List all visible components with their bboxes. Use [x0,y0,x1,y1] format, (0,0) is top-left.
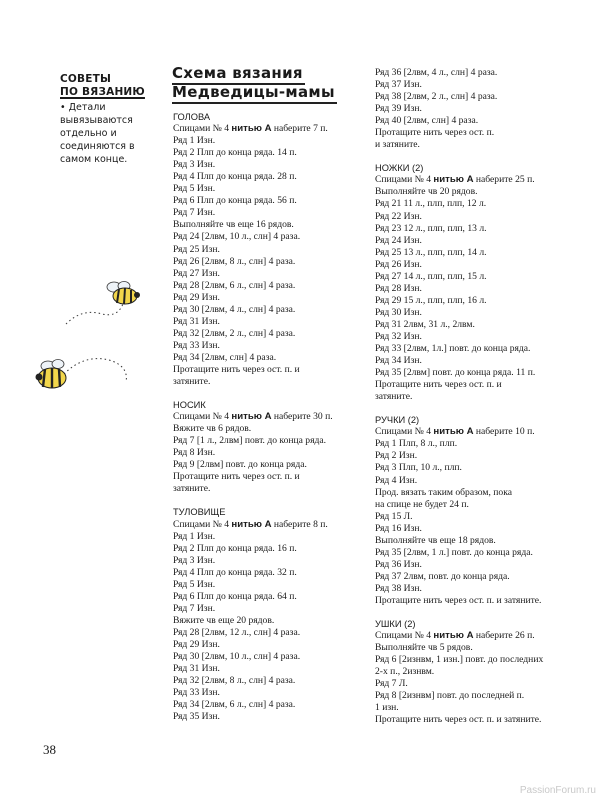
pattern-row: Ряд 1 Изн. [173,135,216,147]
pattern-row: Ряд 34 Изн. [375,355,422,367]
pattern-row: Ряд 2 Плп до конца ряда. 16 п. [173,542,297,554]
pattern-row: Ряд 1 Плп, 8 л., плп. [375,438,458,450]
pattern-row: Ряд 32 [2лвм, 8 л., слн] 4 раза. [173,675,296,687]
pattern-row: Ряд 24 [2лвм, 10 л., слн] 4 раза. [173,231,301,243]
section-body-continued [375,67,543,151]
row-list [173,135,333,388]
pattern-row: и затяните. [375,139,420,151]
pattern-row: Ряд 16 Изн. [375,522,422,534]
pattern-row: Ряд 26 Изн. [375,258,422,270]
pattern-row: Ряд 1 Изн. [173,530,216,542]
pattern-row: Ряд 37 2лвм, повт. до конца ряда. [375,570,510,582]
pattern-row: Ряд 2 Плп до конца ряда. 14 п. [173,147,297,159]
pattern-row: Ряд 7 [1 л., 2лвм] повт. до конца ряда. [173,435,327,447]
pattern-row: Ряд 7 Изн. [173,207,216,219]
pattern-row: Ряд 8 [2изнвм] повт. до последней п. [375,690,525,702]
pattern-row: Ряд 25 Изн. [173,243,220,255]
section-body [173,506,333,723]
pattern-row: Протащите нить через ост. п. и затяните. [375,714,542,726]
pattern-row: Ряд 4 Изн. [375,474,418,486]
pattern-row: Ряд 2 Изн. [375,450,418,462]
tips-heading-line2: ПО ВЯЗАНИЮ [60,86,145,98]
pattern-row: Ряд 34 [2лвм, слн] 4 раза. [173,351,277,363]
pattern-row: Ряд 25 13 л., плп, плп, 14 л. [375,246,487,258]
pattern-row: Ряд 33 [2лвм, 1л.] повт. до конца ряда. [375,343,531,355]
pattern-column-left [173,111,333,723]
pattern-row: Выполняйте чв 5 рядов. [375,642,473,654]
pattern-row: Ряд 30 Изн. [375,306,422,318]
pattern-row: Ряд 7 Л. [375,678,408,690]
pattern-row: Ряд 34 [2лвм, 6 л., слн] 4 раза. [173,699,296,711]
section-header: УШКИ (2) [375,619,416,630]
pattern-row: Ряд 8 Изн. [173,447,216,459]
bee-small-icon [62,278,152,328]
pattern-row: Ряд 3 Плп, 10 л., плп. [375,462,462,474]
pattern-row: Ряд 27 Изн. [173,267,220,279]
section-arms [375,414,543,607]
page-title [172,64,337,102]
pattern-row: Ряд 32 Изн. [375,330,422,342]
pattern-row: Ряд 3 Изн. [173,554,216,566]
pattern-row: Ряд 28 [2лвм, 12 л., слн] 4 раза. [173,626,301,638]
pattern-row: Ряд 30 [2лвм, 10 л., слн] 4 раза. [173,651,301,663]
pattern-row: Вяжите чв еще 20 рядов. [173,614,275,626]
pattern-row: Ряд 6 [2изнвм, 1 изн.] повт. до последних [375,654,544,666]
pattern-row: Ряд 23 12 л., плп, плп, 13 л. [375,222,487,234]
pattern-row: Ряд 4 Плп до конца ряда. 32 п. [173,566,297,578]
pattern-row: Ряд 35 Изн. [173,711,220,723]
cast-on-line: Спицами № 4 нитью А наберите 30 п. [173,411,333,423]
pattern-row: Выполняйте чв 20 рядов. [375,186,478,198]
title-line1: Схема вязания [172,64,303,82]
watermark: PassionForum.ru [519,785,596,796]
section-legs [375,162,543,403]
pattern-row: Ряд 31 Изн. [173,663,220,675]
pattern-row: Ряд 26 [2лвм, 8 л., слн] 4 раза. [173,255,296,267]
row-list [375,438,543,607]
pattern-row: Ряд 39 Изн. [375,103,422,115]
pattern-row: Ряд 33 Изн. [173,687,220,699]
section-header: ГОЛОВА [173,112,211,122]
tips-sidebar [60,73,152,166]
row-list [173,531,333,724]
section-nose [173,399,333,495]
pattern-row: Выполняйте чв еще 18 рядов. [375,534,496,546]
pattern-row: Ряд 21 11 л., плп, плп, 12 л. [375,198,487,210]
pattern-row: Ряд 5 Изн. [173,578,216,590]
pattern-row: Ряд 4 Плп до конца ряда. 28 п. [173,171,297,183]
pattern-row: Ряд 5 Изн. [173,183,216,195]
section-head [173,111,333,388]
cast-on-line: Спицами № 4 нитью А наберите 25 п. [375,174,535,186]
pattern-row: Ряд 31 2лвм, 31 л., 2лвм. [375,318,475,330]
row-list [375,642,543,726]
section-header: РУЧКИ (2) [375,415,420,426]
pattern-row: Ряд 40 [2лвм, слн] 4 раза. [375,115,479,127]
pattern-row: Протащите нить через ост. п. и [173,471,300,483]
pattern-row: Ряд 29 Изн. [173,291,220,303]
pattern-column-right [375,67,543,726]
pattern-row: Ряд 22 Изн. [375,210,422,222]
pattern-row: Ряд 33 Изн. [173,339,220,351]
pattern-row: Ряд 27 14 л., плп, плп, 15 л. [375,270,487,282]
pattern-row: 2-х п., 2изнвм. [375,666,435,678]
pattern-row: Ряд 9 [2лвм] повт. до конца ряда. [173,459,307,471]
pattern-row: затяните. [375,391,413,403]
pattern-row: Ряд 29 15 л., плп, плп, 16 л. [375,294,487,306]
tips-heading [60,73,152,99]
title-line2: Медведицы-мамы [172,83,335,101]
tips-text: • Детали вывязываются отдельно и соединяются в самом конце. [60,102,135,165]
pattern-row: затяните. [173,483,211,495]
section-header: ТУЛОВИЩЕ [173,507,226,518]
pattern-row: Ряд 36 Изн. [375,558,422,570]
row-list [173,423,333,495]
pattern-row: Ряд 38 Изн. [375,582,422,594]
page-number: 38 [43,742,56,757]
pattern-row: Вяжите чв 6 рядов. [173,423,252,435]
pattern-row: Ряд 38 [2лвм, 2 л., слн] 4 раза. [375,91,498,103]
cast-on-line: Спицами № 4 нитью А наберите 7 п. [173,123,328,135]
pattern-row: на спице не будет 24 п. [375,498,469,510]
cast-on-line: Спицами № 4 нитью А наберите 26 п. [375,630,535,642]
pattern-row: Ряд 37 Изн. [375,79,422,91]
bee-large-icon [34,352,144,397]
row-list [375,186,543,403]
pattern-row: Протащите нить через ост. п. [375,127,495,139]
pattern-row: Ряд 6 Плп до конца ряда. 56 п. [173,195,297,207]
pattern-row: Ряд 31 Изн. [173,315,220,327]
pattern-row: Протащите нить через ост. п. и [173,363,300,375]
pattern-row: Ряд 15 Л. [375,510,413,522]
pattern-row: Ряд 28 Изн. [375,282,422,294]
pattern-row: Выполняйте чв еще 16 рядов. [173,219,294,231]
tips-heading-line1: СОВЕТЫ [60,73,112,85]
pattern-row: затяните. [173,376,211,388]
pattern-row: Ряд 28 [2лвм, 6 л., слн] 4 раза. [173,279,296,291]
pattern-row: Ряд 36 [2лвм, 4 л., слн] 4 раза. [375,67,498,78]
section-ears [375,618,543,726]
cast-on-line: Спицами № 4 нитью А наберите 8 п. [173,518,328,530]
section-header: НОЖКИ (2) [375,163,424,174]
pattern-row: Ряд 30 [2лвм, 4 л., слн] 4 раза. [173,303,296,315]
row-list [375,67,543,151]
section-header: НОСИК [173,400,206,411]
pattern-row: Протащите нить через ост. п. и затяните. [375,594,542,606]
cast-on-line: Спицами № 4 нитью А наберите 10 п. [375,426,535,438]
pattern-row: Ряд 7 Изн. [173,602,216,614]
pattern-row: Ряд 3 Изн. [173,159,216,171]
pattern-row: Ряд 35 [2лвм, 1 л.] повт. до конца ряда. [375,546,533,558]
pattern-row: Прод. вязать таким образом, пока [375,486,512,498]
pattern-row: Ряд 24 Изн. [375,234,422,246]
pattern-row: Ряд 29 Изн. [173,638,220,650]
pattern-row: Протащите нить через ост. п. и [375,379,502,391]
pattern-row: 1 изн. [375,702,399,714]
pattern-row: Ряд 32 [2лвм, 2 л., слн] 4 раза. [173,327,296,339]
pattern-row: Ряд 35 [2лвм] повт. до конца ряда. 11 п. [375,367,536,379]
pattern-row: Ряд 6 Плп до конца ряда. 64 п. [173,590,297,602]
